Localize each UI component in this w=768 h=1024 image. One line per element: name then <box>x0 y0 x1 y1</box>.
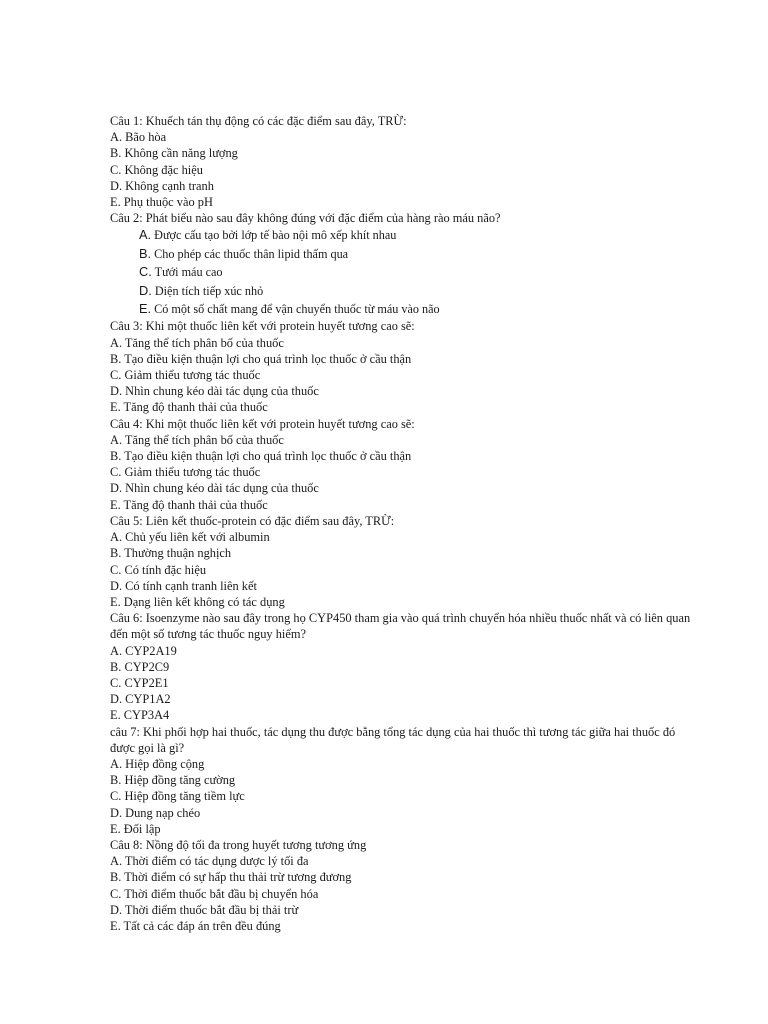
answer-option <box>110 282 710 300</box>
document-body <box>110 113 710 934</box>
option-body: Tưới máu cao <box>154 265 223 280</box>
answer-option: A. Chủ yếu liên kết với albumin <box>110 530 270 545</box>
answer-option: D. Thời điểm thuốc bắt đầu bị thải trừ <box>110 902 299 917</box>
answer-option: A. Bão hòa <box>110 130 167 145</box>
option-body: Được cấu tạo bởi lớp tế bào nội mô xếp khít nhau <box>154 228 397 243</box>
answer-option: E. Tăng độ thanh thải của thuốc <box>110 497 268 512</box>
question-text: câu 7: Khi phối hợp hai thuốc, tác dụng thu được bằng tổng tác dụng của hai thuốc thì tương tác giữa hai thuốc đó được gọi là gì? <box>110 724 676 755</box>
option-letter: C. <box>139 264 152 280</box>
answer-option: C. Không đặc hiệu <box>110 162 203 177</box>
question-text: Câu 8: Nồng độ tối đa trong huyết tương tương ứng <box>110 837 367 852</box>
question-5 <box>110 513 710 610</box>
answer-option: D. Nhìn chung kéo dài tác dụng của thuốc <box>110 384 319 399</box>
question-text: Câu 2: Phát biểu nào sau đây không đúng với đặc điểm của hàng rào máu não? <box>110 211 501 226</box>
question-8 <box>110 837 710 934</box>
question-1 <box>110 113 710 210</box>
answer-option: B. CYP2C9 <box>110 659 170 674</box>
answer-option: A. Thời điểm có tác dụng dược lý tối đa <box>110 854 309 869</box>
question-2 <box>110 210 710 318</box>
question-3 <box>110 318 710 415</box>
answer-option: E. CYP3A4 <box>110 708 170 723</box>
answer-option: B. Không cần năng lượng <box>110 146 238 161</box>
answer-option: E. Tăng độ thanh thải của thuốc <box>110 400 268 415</box>
answer-option: D. CYP1A2 <box>110 692 171 707</box>
answer-option: C. Giảm thiểu tương tác thuốc <box>110 465 261 480</box>
answer-option: C. Giảm thiểu tương tác thuốc <box>110 368 261 383</box>
option-body: Cho phép các thuốc thân lipid thấm qua <box>154 246 349 261</box>
question-text: Câu 3: Khi một thuốc liên kết với protein huyết tương cao sẽ: <box>110 319 415 334</box>
option-body: Có một số chất mang để vận chuyển thuốc từ máu vào não <box>154 302 440 317</box>
question-text: Câu 4: Khi một thuốc liên kết với protein huyết tương cao sẽ: <box>110 416 415 431</box>
answer-option: C. Thời điểm thuốc bắt đầu bị chuyển hóa <box>110 886 319 901</box>
answer-option: B. Thời điểm có sự hấp thu thải trừ tương đương <box>110 870 352 885</box>
question-6 <box>110 610 710 723</box>
answer-option: C. Hiệp đồng tăng tiềm lực <box>110 789 245 804</box>
answer-option: E. Phụ thuộc vào pH <box>110 195 213 210</box>
option-body: Diện tích tiếp xúc nhỏ <box>154 283 264 298</box>
question-text: Câu 5: Liên kết thuốc-protein có đặc điểm sau đây, TRỪ: <box>110 513 395 528</box>
option-letter: B. <box>139 245 152 261</box>
answer-option <box>110 226 710 244</box>
answer-option: B. Thường thuận nghịch <box>110 546 232 561</box>
answer-option: A. CYP2A19 <box>110 643 177 658</box>
option-letter: A. <box>139 227 152 243</box>
answer-option: A. Hiệp đồng cộng <box>110 756 205 771</box>
answer-option: B. Tạo điều kiện thuận lợi cho quá trình lọc thuốc ở cầu thận <box>110 351 412 366</box>
answer-option: C. Có tính đặc hiệu <box>110 562 207 577</box>
question-7 <box>110 724 710 837</box>
answer-option: E. Tất cả các đáp án trên đều đúng <box>110 918 281 933</box>
question-4 <box>110 416 710 513</box>
answer-option <box>110 245 710 263</box>
option-letter: E. <box>139 301 152 317</box>
option-letter: D. <box>139 282 152 298</box>
answer-option: B. Tạo điều kiện thuận lợi cho quá trình lọc thuốc ở cầu thận <box>110 449 412 464</box>
answer-option: B. Hiệp đồng tăng cường <box>110 773 236 788</box>
question-text: Câu 1: Khuếch tán thụ động có các đặc điểm sau đây, TRỪ: <box>110 114 407 128</box>
answer-option: D. Có tính cạnh tranh liên kết <box>110 578 257 593</box>
answer-option: D. Dung nạp chéo <box>110 805 201 820</box>
answer-option: E. Đối lập <box>110 821 161 836</box>
answer-option <box>110 300 710 318</box>
answer-option: A. Tăng thể tích phân bố của thuốc <box>110 432 284 447</box>
answer-option: C. CYP2E1 <box>110 675 169 690</box>
answer-option: A. Tăng thể tích phân bố của thuốc <box>110 335 284 350</box>
answer-option: D. Nhìn chung kéo dài tác dụng của thuốc <box>110 481 319 496</box>
answer-option <box>110 263 710 281</box>
answer-option: D. Không cạnh tranh <box>110 178 214 193</box>
answer-option: E. Dạng liên kết không có tác dụng <box>110 594 285 609</box>
question-text: Câu 6: Isoenzyme nào sau đây trong họ CYP450 tham gia vào quá trình chuyển hóa nhiều thuốc nhất và có liên quan đến một số tương tác thuốc nguy hiểm? <box>110 611 691 642</box>
